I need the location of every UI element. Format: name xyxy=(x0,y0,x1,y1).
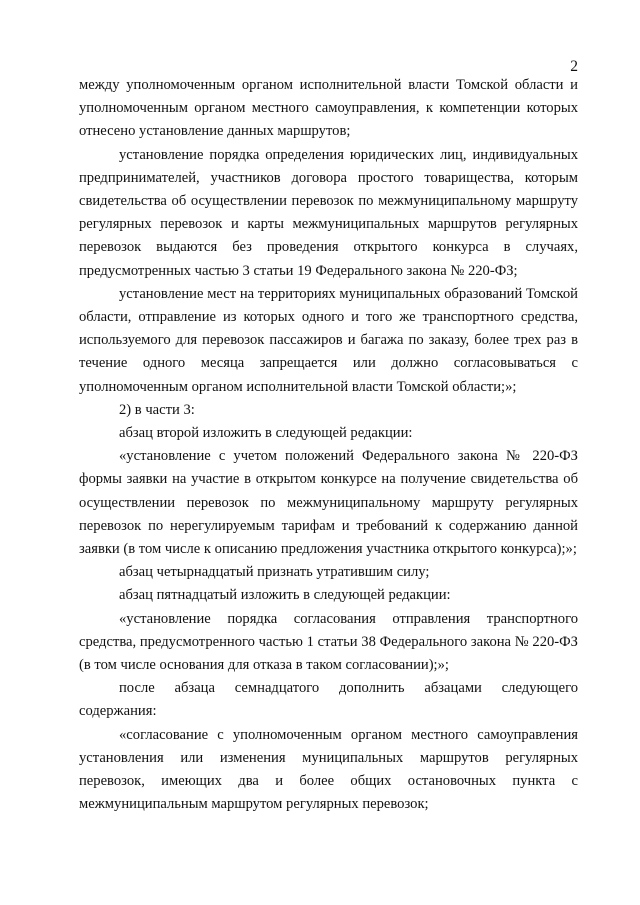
document-body xyxy=(79,74,578,817)
paragraph-4: 2) в части 3: xyxy=(119,401,195,418)
paragraph-9: «установление порядка согласования отправления транспортного средства, предусмотренного частью 1 статьи 38 Федерального закона № 220-ФЗ (в том числе основания для отказа в таком согласовании);»; xyxy=(79,610,578,674)
paragraph-11: «согласование с уполномоченным органом местного самоуправления установления или изменения муниципальных маршрутов регулярных перевозок, имеющих два и более общих остановочных пункта с межмуниципальным маршрутом регулярных перевозок; xyxy=(79,726,578,813)
paragraph-7: абзац четырнадцатый признать утратившим силу; xyxy=(119,564,430,581)
paragraph-10: после абзаца семнадцатого дополнить абзацами следующего содержания: xyxy=(79,680,578,720)
paragraph-1: между уполномоченным органом исполнительной власти Томской области и уполномоченным органом местного самоуправления, к компетенции которых отнесено установление данных маршрутов; xyxy=(79,77,578,140)
paragraph-5: абзац второй изложить в следующей редакции: xyxy=(119,425,413,442)
paragraph-6: «установление с учетом положений Федерального закона № 220-ФЗ формы заявки на участие в открытом конкурсе на получение свидетельства об осуществлении перевозок по межмуниципальному маршруту регулярных перевозок по нерегулируемым тарифам и требований к содержанию данной заявки (в том числе к описанию предложения участника открытого конкурса);»; xyxy=(79,448,578,558)
paragraph-3: установление мест на территориях муниципальных образований Томской области, отправление из которых одного и того же транспортного средства, используемого для перевозок пассажиров и багажа по заказу, более трех раз в течение одного месяца запрещается или должно согласовываться с уполномоченным органом исполнительной власти Томской области;»; xyxy=(79,285,578,395)
paragraph-2: установление порядка определения юридических лиц, индивидуальных предпринимателей, участников договора простого товарищества, которым свидетельства об осуществлении перевозок по межмуниципальному маршруту регулярных перевозок и карты межмуниципальных маршрутов регулярных перевозок выдаются без проведения открытого конкурса в случаях, предусмотренных частью 3 статьи 19 Федерального закона № 220-ФЗ; xyxy=(79,146,578,279)
page-number: 2 xyxy=(570,58,578,75)
paragraph-8: абзац пятнадцатый изложить в следующей редакции: xyxy=(119,587,451,604)
